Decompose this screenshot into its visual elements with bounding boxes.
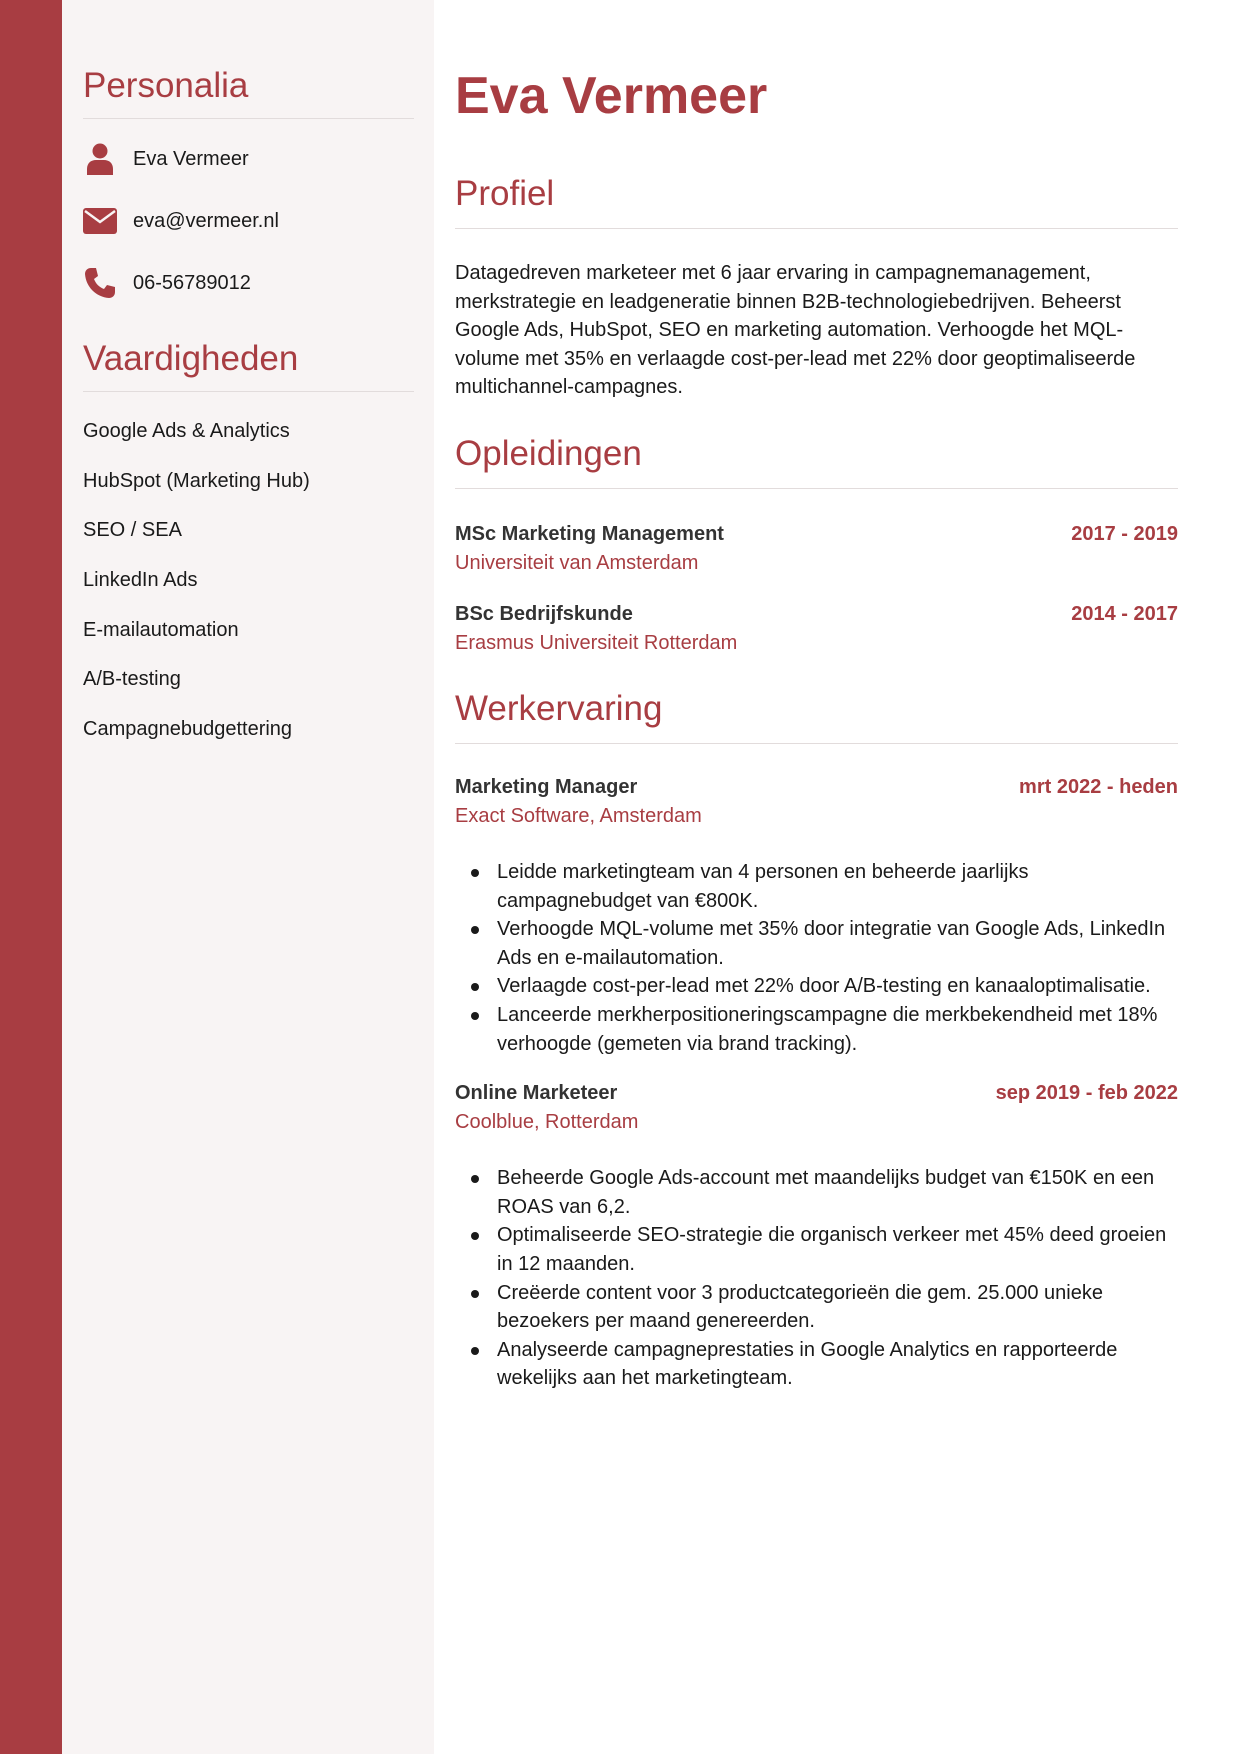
education-entry xyxy=(455,519,1178,577)
job-bullets xyxy=(455,1164,1178,1393)
experience-heading: Werkervaring xyxy=(455,687,1178,744)
phone-icon xyxy=(83,266,117,300)
education-title: MSc Marketing Management xyxy=(455,522,724,545)
bullet-item: Lanceerde merkherpositioneringscampagne die merkbekendheid met 18% verhoogde (gemeten via brand tracking). xyxy=(455,1001,1178,1058)
job-company: Exact Software, Amsterdam xyxy=(455,804,702,827)
education-title: BSc Bedrijfskunde xyxy=(455,602,633,625)
profile-text: Datagedreven marketeer met 6 jaar ervaring in campagnemanagement, merkstrategie en leadgeneratie binnen B2B-technologiebedrijven. Beheerst Google Ads, HubSpot, SEO en marketing automation. Verhoogde het MQL-volume met 35% en verlaagde cost-per-lead met 22% door geoptimaliseerde multichannel-campagnes. xyxy=(455,262,1136,399)
education-heading: Opleidingen xyxy=(455,432,1178,489)
contact-list xyxy=(83,139,414,303)
bullet-item: Analyseerde campagneprestaties in Google Analytics en rapporteerde wekelijks aan het marketingteam. xyxy=(455,1336,1178,1393)
education-entry xyxy=(455,599,1178,657)
job-company: Coolblue, Rotterdam xyxy=(455,1111,639,1134)
accent-bar xyxy=(0,0,62,1754)
contact-name xyxy=(83,139,414,179)
main-content xyxy=(434,0,1241,1754)
contact-phone xyxy=(83,263,414,303)
profile-heading: Profiel xyxy=(455,172,1178,229)
bullet-item: Optimaliseerde SEO-strategie die organisch verkeer met 45% deed groeien in 12 maanden. xyxy=(455,1221,1178,1278)
skill-item: LinkedIn Ads xyxy=(83,569,198,592)
job-bullets xyxy=(455,858,1178,1058)
job-title: Marketing Manager xyxy=(455,775,638,798)
bullet-item: Verhoogde MQL-volume met 35% door integratie van Google Ads, LinkedIn Ads en e-mailautomation. xyxy=(455,915,1178,972)
bullet-item: Creëerde content voor 3 productcategorieën die gem. 25.000 unieke bezoekers per maand genereerden. xyxy=(455,1279,1178,1336)
contact-name-text: Eva Vermeer xyxy=(133,147,249,170)
user-icon xyxy=(83,142,117,176)
experience-section xyxy=(455,687,1178,1393)
bullet-item: Beheerde Google Ads-account met maandelijks budget van €150K en een ROAS van 6,2. xyxy=(455,1164,1178,1221)
sidebar xyxy=(62,0,434,1754)
job-title: Online Marketeer xyxy=(455,1082,618,1105)
job-date: sep 2019 - feb 2022 xyxy=(995,1082,1178,1105)
contact-phone-text: 06-56789012 xyxy=(133,271,251,294)
candidate-name: Eva Vermeer xyxy=(455,67,768,125)
bullet-item: Leidde marketingteam van 4 personen en beheerde jaarlijks campagnebudget van €800K. xyxy=(455,858,1178,915)
skill-item: Campagnebudgettering xyxy=(83,718,293,741)
personal-heading: Personalia xyxy=(83,64,414,119)
skill-item: SEO / SEA xyxy=(83,519,182,542)
job-date: mrt 2022 - heden xyxy=(1019,775,1178,798)
skills-heading: Vaardigheden xyxy=(83,337,414,392)
skill-item: HubSpot (Marketing Hub) xyxy=(83,469,310,492)
experience-entry xyxy=(455,1078,1178,1393)
skill-item: E-mailautomation xyxy=(83,618,239,641)
education-school: Universiteit van Amsterdam xyxy=(455,551,699,574)
education-date: 2017 - 2019 xyxy=(1071,522,1178,545)
experience-entry xyxy=(455,772,1178,1058)
education-section xyxy=(455,432,1178,657)
bullet-item: Verlaagde cost-per-lead met 22% door A/B-testing en kanaaloptimalisatie. xyxy=(455,972,1178,1001)
contact-email-text: eva@vermeer.nl xyxy=(133,209,279,232)
skills-list xyxy=(83,416,414,744)
skill-item: A/B-testing xyxy=(83,668,181,691)
education-school: Erasmus Universiteit Rotterdam xyxy=(455,631,738,654)
education-date: 2014 - 2017 xyxy=(1071,602,1178,625)
envelope-icon xyxy=(83,204,117,238)
contact-email xyxy=(83,201,414,241)
skill-item: Google Ads & Analytics xyxy=(83,420,290,442)
